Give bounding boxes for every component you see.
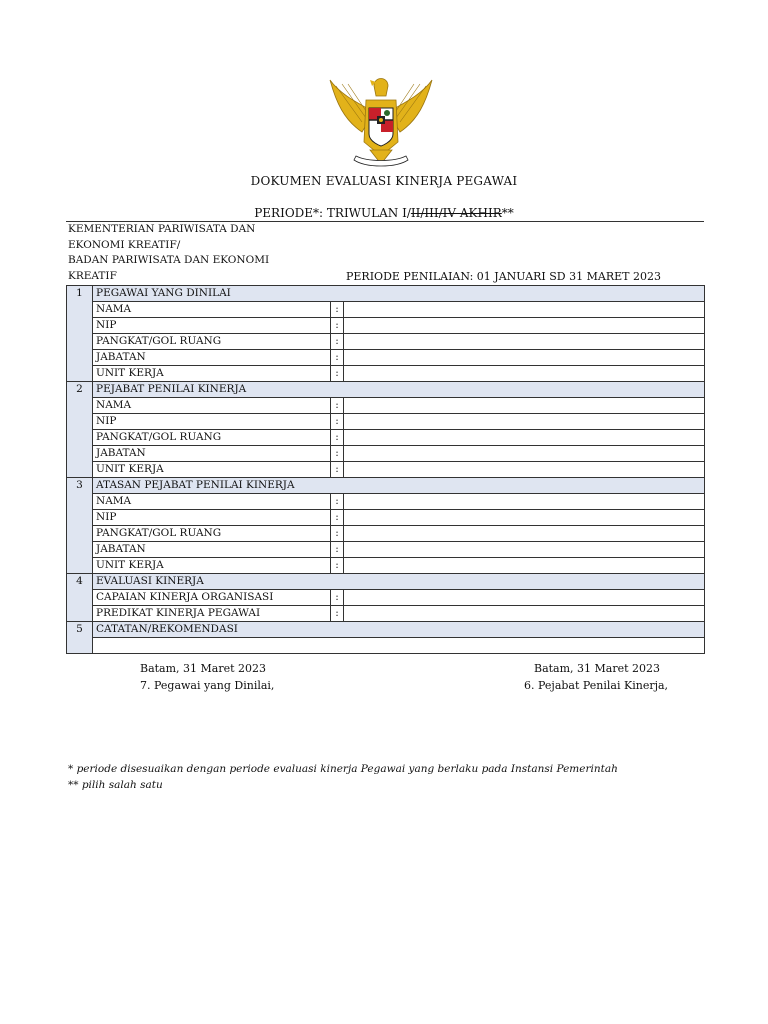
field-value[interactable] <box>344 590 705 606</box>
field-row <box>67 334 705 350</box>
field-row <box>67 318 705 334</box>
field-label: NIP <box>93 414 331 430</box>
garuda-emblem <box>326 72 436 172</box>
field-label: CAPAIAN KINERJA ORGANISASI <box>93 590 331 606</box>
field-label: NIP <box>93 318 331 334</box>
section-title: ATASAN PEJABAT PENILAI KINERJA <box>93 478 705 494</box>
field-colon: : <box>331 462 344 478</box>
signature-role: 6. Pejabat Penilai Kinerja, <box>524 679 669 692</box>
notes-field[interactable] <box>93 638 705 654</box>
field-label: UNIT KERJA <box>93 366 331 382</box>
field-row <box>67 558 705 574</box>
ministry-line: KREATIF <box>68 269 117 282</box>
field-value[interactable] <box>344 430 705 446</box>
signature-place-date: Batam, 31 Maret 2023 <box>534 662 661 675</box>
field-row <box>67 430 705 446</box>
field-label: NAMA <box>93 302 331 318</box>
ministry-block <box>68 222 318 284</box>
field-value[interactable] <box>344 494 705 510</box>
field-colon: : <box>331 414 344 430</box>
field-row <box>67 350 705 366</box>
field-value[interactable] <box>344 350 705 366</box>
section-title: EVALUASI KINERJA <box>93 574 705 590</box>
notes-row <box>67 638 705 654</box>
field-value[interactable] <box>344 558 705 574</box>
section-number: 2 <box>67 382 93 478</box>
footnote: ** pilih salah satu <box>68 779 163 791</box>
signature-role: 7. Pegawai yang Dinilai, <box>140 679 275 692</box>
periode-line <box>0 206 768 220</box>
field-label: JABATAN <box>93 542 331 558</box>
field-value[interactable] <box>344 318 705 334</box>
periode-penilaian: PERIODE PENILAIAN: 01 JANUARI SD 31 MARET 2023 <box>346 270 661 283</box>
section-number: 1 <box>67 286 93 382</box>
field-row <box>67 494 705 510</box>
field-colon: : <box>331 542 344 558</box>
signature-right <box>524 660 668 694</box>
field-value[interactable] <box>344 334 705 350</box>
periode-struck-options: II/III/IV AKHIR <box>410 206 502 220</box>
section-title: PEGAWAI YANG DINILAI <box>93 286 705 302</box>
ministry-line: KEMENTERIAN PARIWISATA DAN <box>68 223 256 235</box>
field-row <box>67 590 705 606</box>
field-value[interactable] <box>344 606 705 622</box>
field-value[interactable] <box>344 414 705 430</box>
ministry-line: EKONOMI KREATIF/ <box>68 238 181 251</box>
field-colon: : <box>331 510 344 526</box>
field-label: NAMA <box>93 398 331 414</box>
field-row <box>67 462 705 478</box>
field-row <box>67 446 705 462</box>
field-value[interactable] <box>344 302 705 318</box>
field-row <box>67 414 705 430</box>
field-row <box>67 526 705 542</box>
signature-left <box>140 660 274 694</box>
field-value[interactable] <box>344 542 705 558</box>
periode-suffix: ** <box>501 206 514 220</box>
field-row <box>67 510 705 526</box>
evaluation-form-table <box>66 285 705 654</box>
periode-prefix: PERIODE*: TRIWULAN I/ <box>254 206 411 220</box>
field-colon: : <box>331 302 344 318</box>
footnote: * periode disesuaikan dengan periode evaluasi kinerja Pegawai yang berlaku pada Instansi Pemerintah <box>68 763 618 775</box>
field-colon: : <box>331 398 344 414</box>
field-colon: : <box>331 366 344 382</box>
field-colon: : <box>331 590 344 606</box>
field-colon: : <box>331 494 344 510</box>
footnotes <box>68 761 618 793</box>
field-label: JABATAN <box>93 446 331 462</box>
ministry-line: BADAN PARIWISATA DAN EKONOMI <box>68 254 270 266</box>
field-value[interactable] <box>344 526 705 542</box>
field-colon: : <box>331 558 344 574</box>
section-header-row <box>67 286 705 302</box>
field-value[interactable] <box>344 398 705 414</box>
section-number: 4 <box>67 574 93 622</box>
field-colon: : <box>331 446 344 462</box>
field-value[interactable] <box>344 446 705 462</box>
field-value[interactable] <box>344 510 705 526</box>
field-colon: : <box>331 430 344 446</box>
field-label: PREDIKAT KINERJA PEGAWAI <box>93 606 331 622</box>
section-header-row <box>67 382 705 398</box>
field-value[interactable] <box>344 366 705 382</box>
signature-place-date: Batam, 31 Maret 2023 <box>140 662 267 675</box>
field-row <box>67 302 705 318</box>
field-row <box>67 366 705 382</box>
field-label: UNIT KERJA <box>93 558 331 574</box>
field-row <box>67 606 705 622</box>
section-number: 3 <box>67 478 93 574</box>
section-header-row <box>67 478 705 494</box>
section-header-row <box>67 622 705 638</box>
field-label: UNIT KERJA <box>93 462 331 478</box>
field-colon: : <box>331 350 344 366</box>
section-title: PEJABAT PENILAI KINERJA <box>93 382 705 398</box>
field-value[interactable] <box>344 462 705 478</box>
section-header-row <box>67 574 705 590</box>
field-colon: : <box>331 526 344 542</box>
field-colon: : <box>331 334 344 350</box>
field-label: NAMA <box>93 494 331 510</box>
field-label: NIP <box>93 510 331 526</box>
field-label: PANGKAT/GOL RUANG <box>93 526 331 542</box>
field-colon: : <box>331 606 344 622</box>
field-row <box>67 398 705 414</box>
field-colon: : <box>331 318 344 334</box>
section-title: CATATAN/REKOMENDASI <box>93 622 705 638</box>
document-title: DOKUMEN EVALUASI KINERJA PEGAWAI <box>250 174 518 188</box>
field-label: PANGKAT/GOL RUANG <box>93 334 331 350</box>
field-row <box>67 542 705 558</box>
field-label: JABATAN <box>93 350 331 366</box>
field-label: PANGKAT/GOL RUANG <box>93 430 331 446</box>
section-number: 5 <box>67 622 93 654</box>
